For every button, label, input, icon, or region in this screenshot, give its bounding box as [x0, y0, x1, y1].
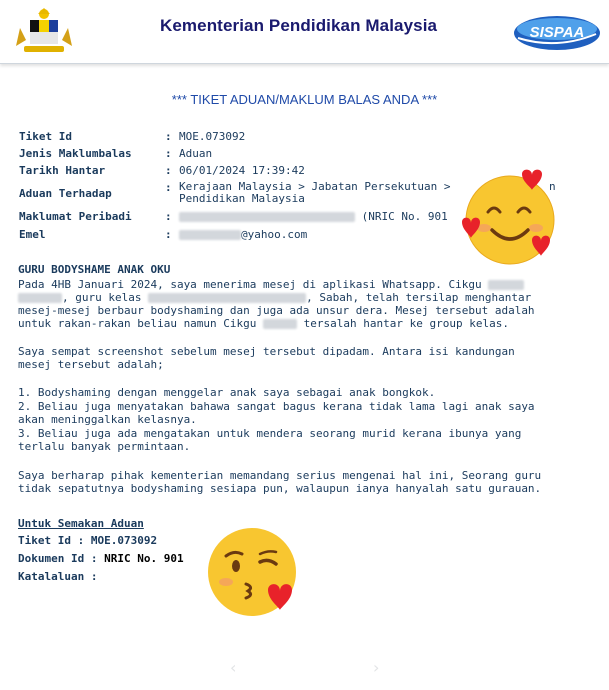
page-header	[0, 0, 609, 64]
field-value-line1-tail: n	[549, 180, 556, 193]
logo-text: SISPAA	[529, 24, 585, 41]
field-colon: :	[165, 147, 172, 160]
smiling-face-with-hearts-icon	[460, 168, 560, 268]
semakan-label: Dokumen Id :	[18, 552, 98, 565]
field-value	[179, 228, 307, 241]
complaint-line: tidak sepatutnya bodyshaming sesiapa pun, walaupun ianya hanyalah satu gurauan.	[18, 482, 542, 495]
complaint-line: mesej-mesej berbaur bodyshaming dan juga ada unsur dera. Mesej tersebut adalah	[18, 304, 535, 317]
complaint-line: mesej tersebut adalah;	[18, 358, 164, 371]
list-item: 2. Beliau juga menyatakan bahawa sangat bagus kerana tidak lama lagi anak saya	[18, 400, 535, 413]
field-colon: :	[165, 181, 172, 194]
field-label: Maklumat Peribadi	[19, 210, 132, 223]
semakan-label: Tiket Id :	[18, 534, 85, 547]
field-value-line1: Kerajaan Malaysia > Jabatan Persekutuan >	[179, 180, 451, 193]
nric-text: (NRIC No. 901	[361, 210, 448, 223]
semakan-value: NRIC No. 901	[104, 552, 184, 565]
complaint-line	[18, 278, 524, 291]
redacted-text	[148, 293, 306, 303]
field-colon: :	[165, 164, 172, 177]
complaint-text: tersalah hantar ke group kelas.	[303, 317, 509, 330]
semakan-tiket	[18, 534, 157, 547]
field-colon: :	[165, 210, 172, 223]
redacted-name	[179, 212, 355, 222]
field-label: Tiket Id	[19, 130, 72, 143]
field-colon: :	[165, 228, 172, 241]
complaint-text: , guru kelas	[62, 291, 142, 304]
redacted-text	[488, 280, 524, 290]
list-item: 1. Bodyshaming dengan menggelar anak saya sebagai anak bongkok.	[18, 386, 436, 399]
redacted-text	[18, 293, 62, 303]
redacted-text	[263, 319, 297, 329]
complaint-text: , Sabah, telah tersilap menghantar	[306, 291, 532, 304]
complaint-line	[18, 291, 531, 304]
field-colon: :	[165, 130, 172, 143]
list-item: akan meninggalkan kelasnya.	[18, 413, 197, 426]
face-blowing-kiss-icon	[202, 524, 302, 620]
page-title: Kementerian Pendidikan Malaysia	[160, 16, 438, 35]
complaint-line	[18, 317, 509, 330]
field-label: Jenis Maklumbalas	[19, 147, 132, 160]
field-value: 06/01/2024 17:39:42	[179, 164, 305, 177]
field-value	[179, 210, 448, 223]
chevron-left-icon[interactable]: ‹	[230, 658, 237, 677]
field-label: Aduan Terhadap	[19, 187, 112, 200]
list-item: 3. Beliau juga ada mengatakan untuk mendera seorang murid kerana ibunya yang	[18, 427, 522, 440]
ticket-heading: *** TIKET ADUAN/MAKLUM BALAS ANDA ***	[171, 92, 438, 107]
field-value: MOE.073092	[179, 130, 246, 143]
complaint-line: Saya berharap pihak kementerian memandang serius mengenai hal ini, Seorang guru	[18, 469, 542, 482]
sispaa-logo-icon	[512, 12, 602, 52]
semakan-title: Untuk Semakan Aduan	[18, 517, 144, 530]
field-label: Tarikh Hantar	[19, 164, 106, 177]
semakan-dokumen	[18, 552, 184, 565]
redacted-email	[179, 230, 241, 240]
semakan-katalaluan: Katalaluan :	[18, 570, 98, 583]
field-value-line2: Pendidikan Malaysia	[179, 192, 305, 205]
chevron-right-icon[interactable]: ›	[373, 658, 380, 677]
complaint-text: Pada 4HB Januari 2024, saya menerima mesej di aplikasi Whatsapp. Cikgu	[18, 278, 482, 291]
malaysia-crest-icon	[12, 6, 76, 56]
email-domain: @yahoo.com	[241, 228, 308, 241]
semakan-value: MOE.073092	[90, 534, 158, 547]
field-label: Emel	[19, 228, 46, 241]
complaint-title: GURU BODYSHAME ANAK OKU	[18, 263, 171, 276]
complaint-text: untuk rakan-rakan beliau namun Cikgu	[18, 317, 257, 330]
list-item: terlalu banyak permintaan.	[18, 440, 191, 453]
complaint-line: Saya sempat screenshot sebelum mesej tersebut dipadam. Antara isi kandungan	[18, 345, 515, 358]
field-value: Aduan	[179, 147, 213, 160]
